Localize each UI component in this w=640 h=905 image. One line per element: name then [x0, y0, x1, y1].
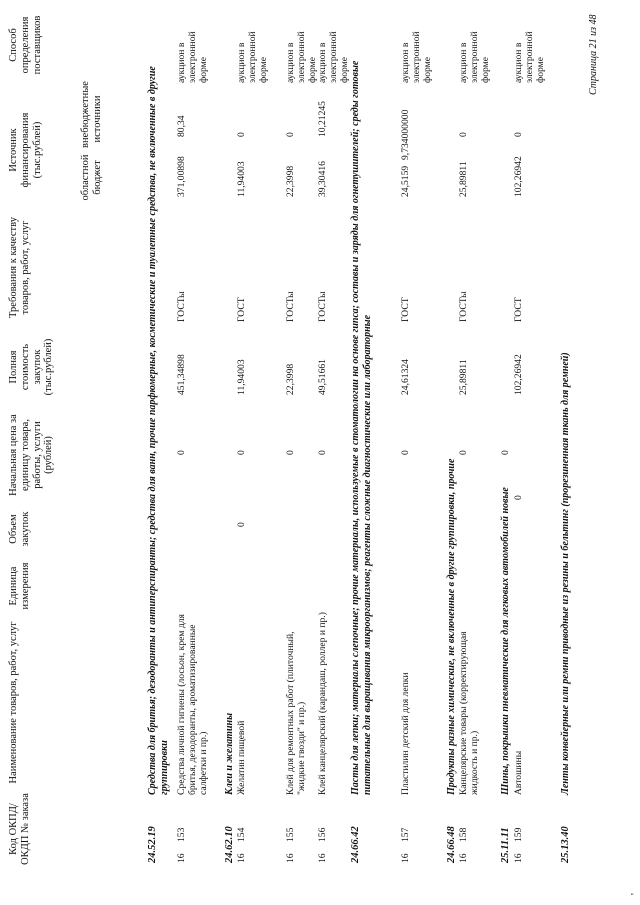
row-method: аукцион в электронной форме [400, 31, 434, 83]
header-total: Полная стоимость закупок (тыс.рублей) [8, 338, 55, 396]
row-name: Средства личной гигиены (лосьон, крем для бритья, дезодоранты, ароматизированные салфетки и пр.) [176, 614, 210, 795]
section-code: 24.66.48 [446, 826, 457, 863]
row-num: 16 [236, 853, 247, 863]
row-method: аукцион в электронной форме [513, 31, 547, 83]
row-total: 22,3998 [285, 363, 296, 395]
row-price: 0 [400, 450, 411, 455]
row-num: 16 [285, 853, 296, 863]
row-num: 16 [400, 853, 411, 863]
row-name: Клей канцелярский (карандаш, роллер и пр.) [317, 612, 328, 795]
row-method: аукцион в электронной форме [317, 31, 351, 83]
row-requirements: ГОСТы [285, 291, 296, 322]
header-requirements: Требования к качеству товаров, работ, услуг [8, 217, 31, 318]
row-total: 102,26942 [513, 354, 524, 395]
row-requirements: ГОСТы [458, 291, 469, 322]
header-method: Способ определения поставщиков [8, 15, 43, 75]
row-total: 49,51661 [317, 359, 328, 395]
row-requirements: ГОСТ [513, 297, 524, 322]
section-code: 24.62.10 [224, 826, 235, 863]
row-num: 16 [176, 853, 187, 863]
row-funding-extra: 0 [458, 132, 469, 137]
section-code: 25.13.40 [560, 826, 571, 863]
header-volume: Объем закупок [8, 511, 31, 547]
row-funding-extra: 0 [513, 132, 524, 137]
row-price: 0 [458, 450, 469, 455]
section-code: 24.66.42 [350, 826, 361, 863]
row-total: 11,94003 [236, 359, 247, 395]
row-name: Желатин пищевой [236, 720, 247, 795]
section-title: Шины, покрышки пневматические для легковых автомобилей новые [500, 487, 511, 795]
margin-mark: ' [630, 893, 640, 895]
row-price: 0 [500, 450, 511, 455]
row-index: 155 [285, 827, 296, 842]
row-name: Пластилин детский для лепки [400, 672, 411, 795]
row-name: Автошины [513, 750, 524, 795]
row-requirements: ГОСТы [317, 291, 328, 322]
row-funding-regional: 25,89811 [458, 161, 469, 197]
row-price: 0 [285, 450, 296, 455]
row-funding-extra: 10,21245 [317, 101, 328, 137]
row-num: 16 [458, 853, 469, 863]
row-index: 159 [513, 827, 524, 842]
row-price: 0 [176, 450, 187, 455]
row-funding-regional: 102,26942 [513, 156, 524, 197]
section-title: Средства для бритья; дезодоранты и антиперспиранты; средства для ванн, прочие парфюмерные, косметические и туалетные средства, не включенные в другие группировки [147, 66, 170, 795]
section-title: Ленты конвейерные или ремни приводные из резины и бельтинг (прорезиненная ткань для ремней) [560, 352, 571, 795]
section-title: Пасты для лепки; материалы слепочные; прочие материалы, используемые в стоматологии на основе гипса; составы и заряды для огнетушителей; среды готовые питательные для выращивания микроорганизмов; реагенты сложные диагностические или лабораторные [350, 60, 373, 795]
row-method: аукцион в электронной форме [285, 31, 319, 83]
row-funding-extra: 0 [236, 132, 247, 137]
section-title: Клеи и желатины [224, 712, 235, 795]
row-total: 451,34898 [176, 354, 187, 395]
row-index: 153 [176, 827, 187, 842]
row-price: 0 [236, 450, 247, 455]
row-name: Клей для ремонтных работ (плиточный, "жидкие гвозди" и пр.) [285, 631, 308, 795]
row-index: 156 [317, 827, 328, 842]
row-funding-extra: 80,34 [176, 115, 187, 137]
row-funding-extra: 0 [285, 132, 296, 137]
header-name: Наименование товаров, работ, услуг [8, 621, 19, 784]
header-code: Код ОКПД/ ОКДП № заказа [8, 793, 31, 865]
row-total: 25,89811 [458, 359, 469, 395]
row-num: 16 [513, 853, 524, 863]
row-name: Канцелярские товары (корректирующая жидкость и пр.) [458, 631, 481, 795]
row-requirements: ГОСТ [236, 297, 247, 322]
row-method: аукцион в электронной форме [236, 31, 270, 83]
row-index: 158 [458, 827, 469, 842]
header-funding: Источник финансирования (тыс.рублей) [8, 112, 43, 188]
header-funding-regional: областной бюджет [80, 154, 103, 201]
row-index: 154 [236, 827, 247, 842]
row-method: аукцион в электронной форме [176, 31, 210, 83]
section-code: 24.52.19 [147, 826, 158, 863]
header-unit: Единица измерения [8, 562, 31, 610]
row-method: аукцион в электронной форме [458, 31, 492, 83]
row-funding-regional: 11,94003 [236, 161, 247, 197]
header-funding-extra: внебюджетные источники [80, 81, 103, 148]
row-funding-extra: 9,734000000 [400, 109, 411, 160]
row-funding-regional: 22,3998 [285, 165, 296, 197]
row-funding-regional: 39,30416 [317, 161, 328, 197]
row-requirements: ГОСТ [400, 297, 411, 322]
row-volume: 0 [236, 522, 247, 527]
section-title: Продукты разные химические, не включенные в другие группировки, прочие [446, 458, 457, 795]
row-funding-regional: 24,5159 [400, 165, 411, 197]
page-footer: Страница 21 из 48 [588, 14, 599, 95]
row-funding-regional: 371,00898 [176, 156, 187, 197]
row-volume: 0 [513, 495, 524, 500]
section-code: 25.11.11 [500, 827, 511, 863]
row-num: 16 [317, 853, 328, 863]
header-price: Начальная цена за единицу товара, работы, услуги (рублей) [8, 414, 55, 496]
row-price: 0 [317, 450, 328, 455]
row-requirements: ГОСТы [176, 291, 187, 322]
row-total: 24,61324 [400, 359, 411, 395]
row-index: 157 [400, 827, 411, 842]
